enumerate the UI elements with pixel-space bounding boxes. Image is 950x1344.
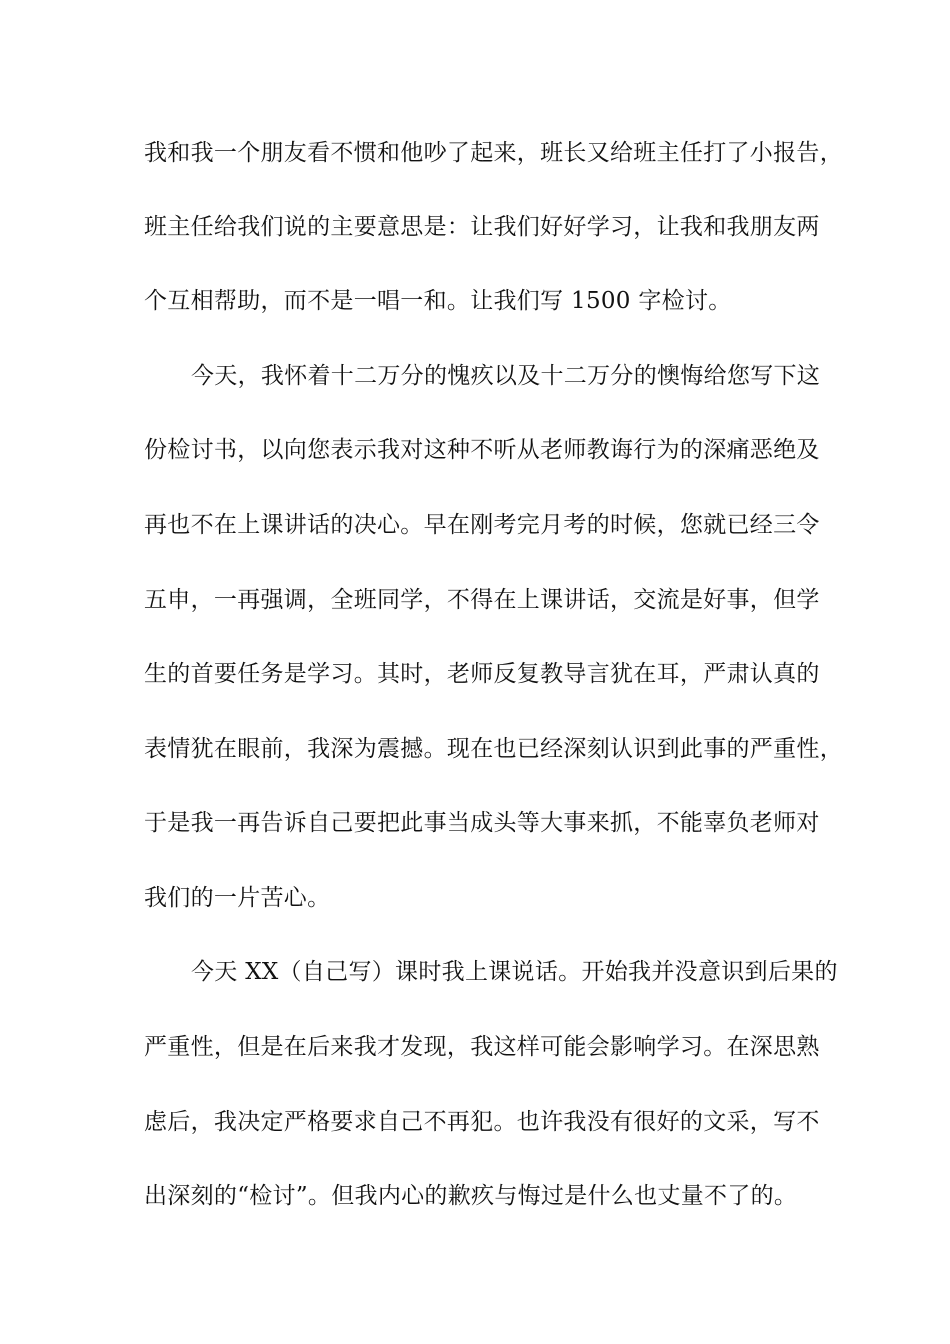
text-line: 出深刻的“检讨”。但我内心的歉疚与悔过是什么也丈量不了的。 xyxy=(144,1183,798,1209)
text-line: 五申，一再强调，全班同学，不得在上课讲话，交流是好事，但学 xyxy=(144,587,820,613)
text-line: 我和我一个朋友看不惯和他吵了起来，班长又给班主任打了小报告， xyxy=(144,140,843,166)
text-line: 严重性，但是在后来我才发现，我这样可能会影响学习。在深思熟 xyxy=(144,1034,820,1060)
text-line: 表情犹在眼前，我深为震撼。现在也已经深刻认识到此事的严重性， xyxy=(144,736,843,762)
text-line: 我们的一片苦心。 xyxy=(144,885,331,911)
paragraph-first-line: 今天，我怀着十二万分的愧疚以及十二万分的懊悔给您写下这 xyxy=(191,363,821,389)
text-line: 虑后，我决定严格要求自己不再犯。也许我没有很好的文采，写不 xyxy=(144,1109,820,1135)
paragraph-first-line: 今天 XX（自己写）课时我上课说话。开始我并没意识到后果的 xyxy=(191,959,838,985)
text-line: 个互相帮助，而不是一唱一和。让我们写 1500 字检讨。 xyxy=(144,288,732,314)
text-line: 份检讨书，以向您表示我对这种不听从老师教诲行为的深痛恶绝及 xyxy=(144,437,820,463)
text-line: 班主任给我们说的主要意思是：让我们好好学习，让我和我朋友两 xyxy=(144,214,820,240)
text-line: 再也不在上课讲话的决心。早在刚考完月考的时候，您就已经三令 xyxy=(144,512,820,538)
text-line: 生的首要任务是学习。其时，老师反复教导言犹在耳，严肃认真的 xyxy=(144,661,820,687)
text-line: 于是我一再告诉自己要把此事当成头等大事来抓，不能辜负老师对 xyxy=(144,810,820,836)
